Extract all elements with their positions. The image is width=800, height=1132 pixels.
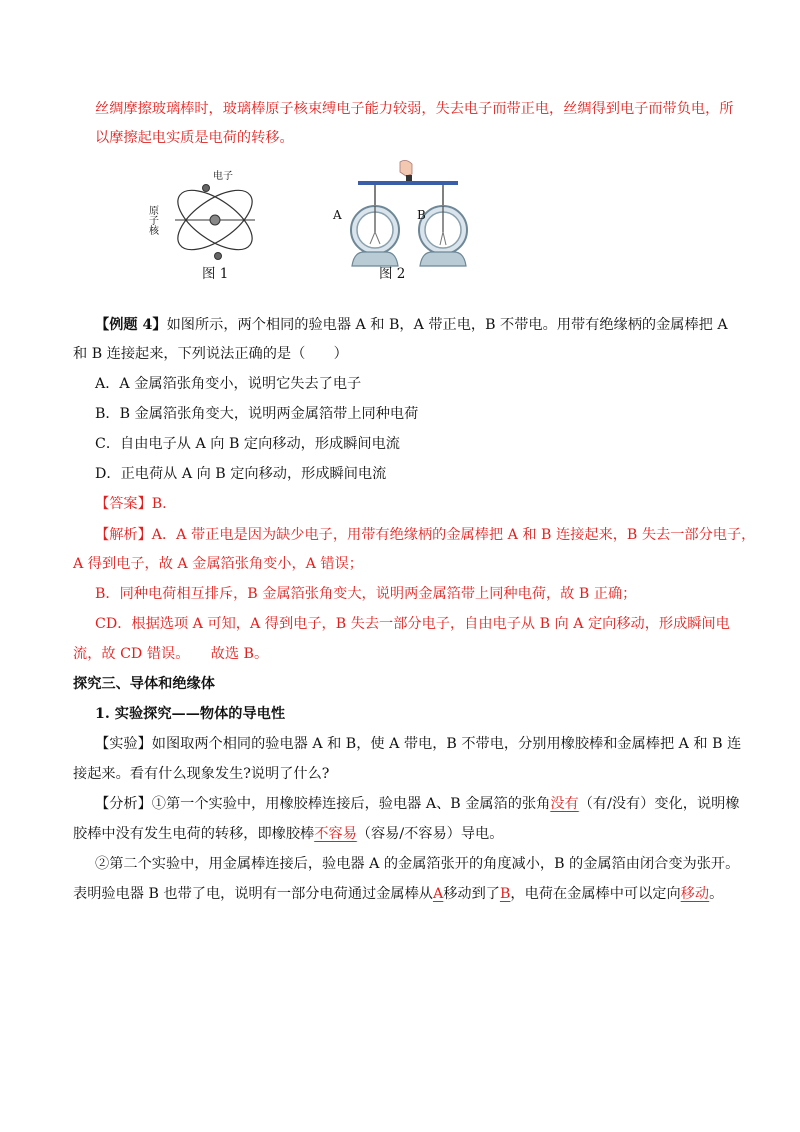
option-a: A．A 金属箔张角变小，说明它失去了电子 [95, 376, 362, 392]
example4-analysis-line-3: B．同种电荷相互排斥，B 金属箔张角变大，说明两金属箔带上同种电荷，故 B 正确； [95, 586, 637, 602]
analysis1-text-4: （容易/不容易）导电。 [356, 826, 504, 842]
figure-1-atom [160, 168, 270, 268]
section3-subheading: 1. 实验探究——物体的导电性 [95, 706, 286, 722]
analysis2-blank-2: B [499, 886, 511, 902]
option-d: D．正电荷从 A 向 B 定向移动，形成瞬间电流 [95, 466, 387, 482]
option-c: C．自由电子从 A 向 B 定向移动，形成瞬间电流 [95, 436, 400, 452]
analysis2-text-5: 。 [709, 886, 724, 902]
analysis1-text-3: 胶棒中没有发生电荷的转移，即橡胶棒 [73, 826, 315, 842]
analysis2-text-2: 表明验电器 B 也带了电，说明有一部分电荷通过金属棒从 [73, 886, 433, 902]
electron-label: 电子 [213, 171, 233, 182]
analysis1-line-1 [95, 794, 740, 814]
analysis2-blank-3: 移动 [680, 886, 710, 902]
example4-stem-line-1 [95, 315, 728, 335]
atom-diagram [160, 168, 270, 268]
option-b: B．B 金属箔张角变大，说明两金属箔带上同种电荷 [95, 406, 419, 422]
example4-analysis-line-1: 【解析】A．A 带正电是因为缺少电子，用带有绝缘柄的金属棒把 A 和 B 连接起来，B 失去一部分电子， [95, 527, 756, 543]
section3-heading: 探究三、导体和绝缘体 [73, 676, 215, 692]
intro-line-1: 丝绸摩擦玻璃棒时，玻璃棒原子核束缚电子能力较弱，失去电子而带正电，丝绸得到电子而带负电，所 [95, 101, 734, 117]
analysis1-blank-1: 没有 [550, 796, 579, 812]
example4-tag: 【例题 4】 [95, 317, 167, 333]
electroscope-a-label: A [333, 208, 342, 222]
experiment-line-1: 【实验】如图取两个相同的验电器 A 和 B，使 A 带电，B 不带电，分别用橡胶棒和金属棒把 A 和 B 连 [95, 736, 742, 752]
figure-2-electroscopes [330, 158, 470, 270]
analysis1-text-2: （有/没有）变化，说明橡 [578, 796, 740, 812]
analysis1-line-2 [73, 824, 503, 844]
analysis2-text-3: 移动到了 [443, 886, 500, 902]
analysis1-blank-2: 不容易 [314, 826, 357, 842]
analysis1-text-1: 【分析】①第一个实验中，用橡胶棒连接后，验电器 A、B 金属箔的张角 [95, 796, 551, 812]
analysis2-text-4: ，电荷在金属棒中可以定向 [510, 886, 681, 902]
figure-1-caption: 图 1 [202, 266, 229, 282]
electroscope-diagram [330, 158, 470, 270]
nucleus-label: 原子核 [149, 206, 159, 237]
example4-analysis-line-2: A 得到电子，故 A 金属箔张角变小，A 错误； [73, 556, 363, 572]
experiment-line-2: 接起来。看有什么现象发生?说明了什么? [73, 766, 330, 782]
example4-stem-line-2: 和 B 连接起来，下列说法正确的是（ ） [73, 346, 348, 362]
intro-line-2: 以摩擦起电实质是电荷的转移。 [95, 130, 294, 146]
figure-2-caption: 图 2 [379, 266, 406, 282]
analysis2-line-1: ②第二个实验中，用金属棒连接后，验电器 A 的金属箔张开的角度减小，B 的金属箔由闭合变为张开。 [95, 856, 740, 872]
electroscope-b-label: B [417, 208, 426, 222]
example4-analysis-line-4: CD．根据选项 A 可知，A 得到电子，B 失去一部分电子，自由电子从 B 向 A 定向移动，形成瞬间电 [95, 616, 730, 632]
example4-analysis-line-5: 流，故 CD 错误。 故选 B。 [73, 646, 269, 662]
analysis2-blank-1: A [432, 886, 444, 902]
example4-stem-text: 如图所示，两个相同的验电器 A 和 B，A 带正电，B 不带电。用带有绝缘柄的金属棒把 A [166, 317, 728, 333]
example4-answer: 【答案】B. [95, 496, 167, 512]
analysis2-line-2 [73, 884, 723, 904]
